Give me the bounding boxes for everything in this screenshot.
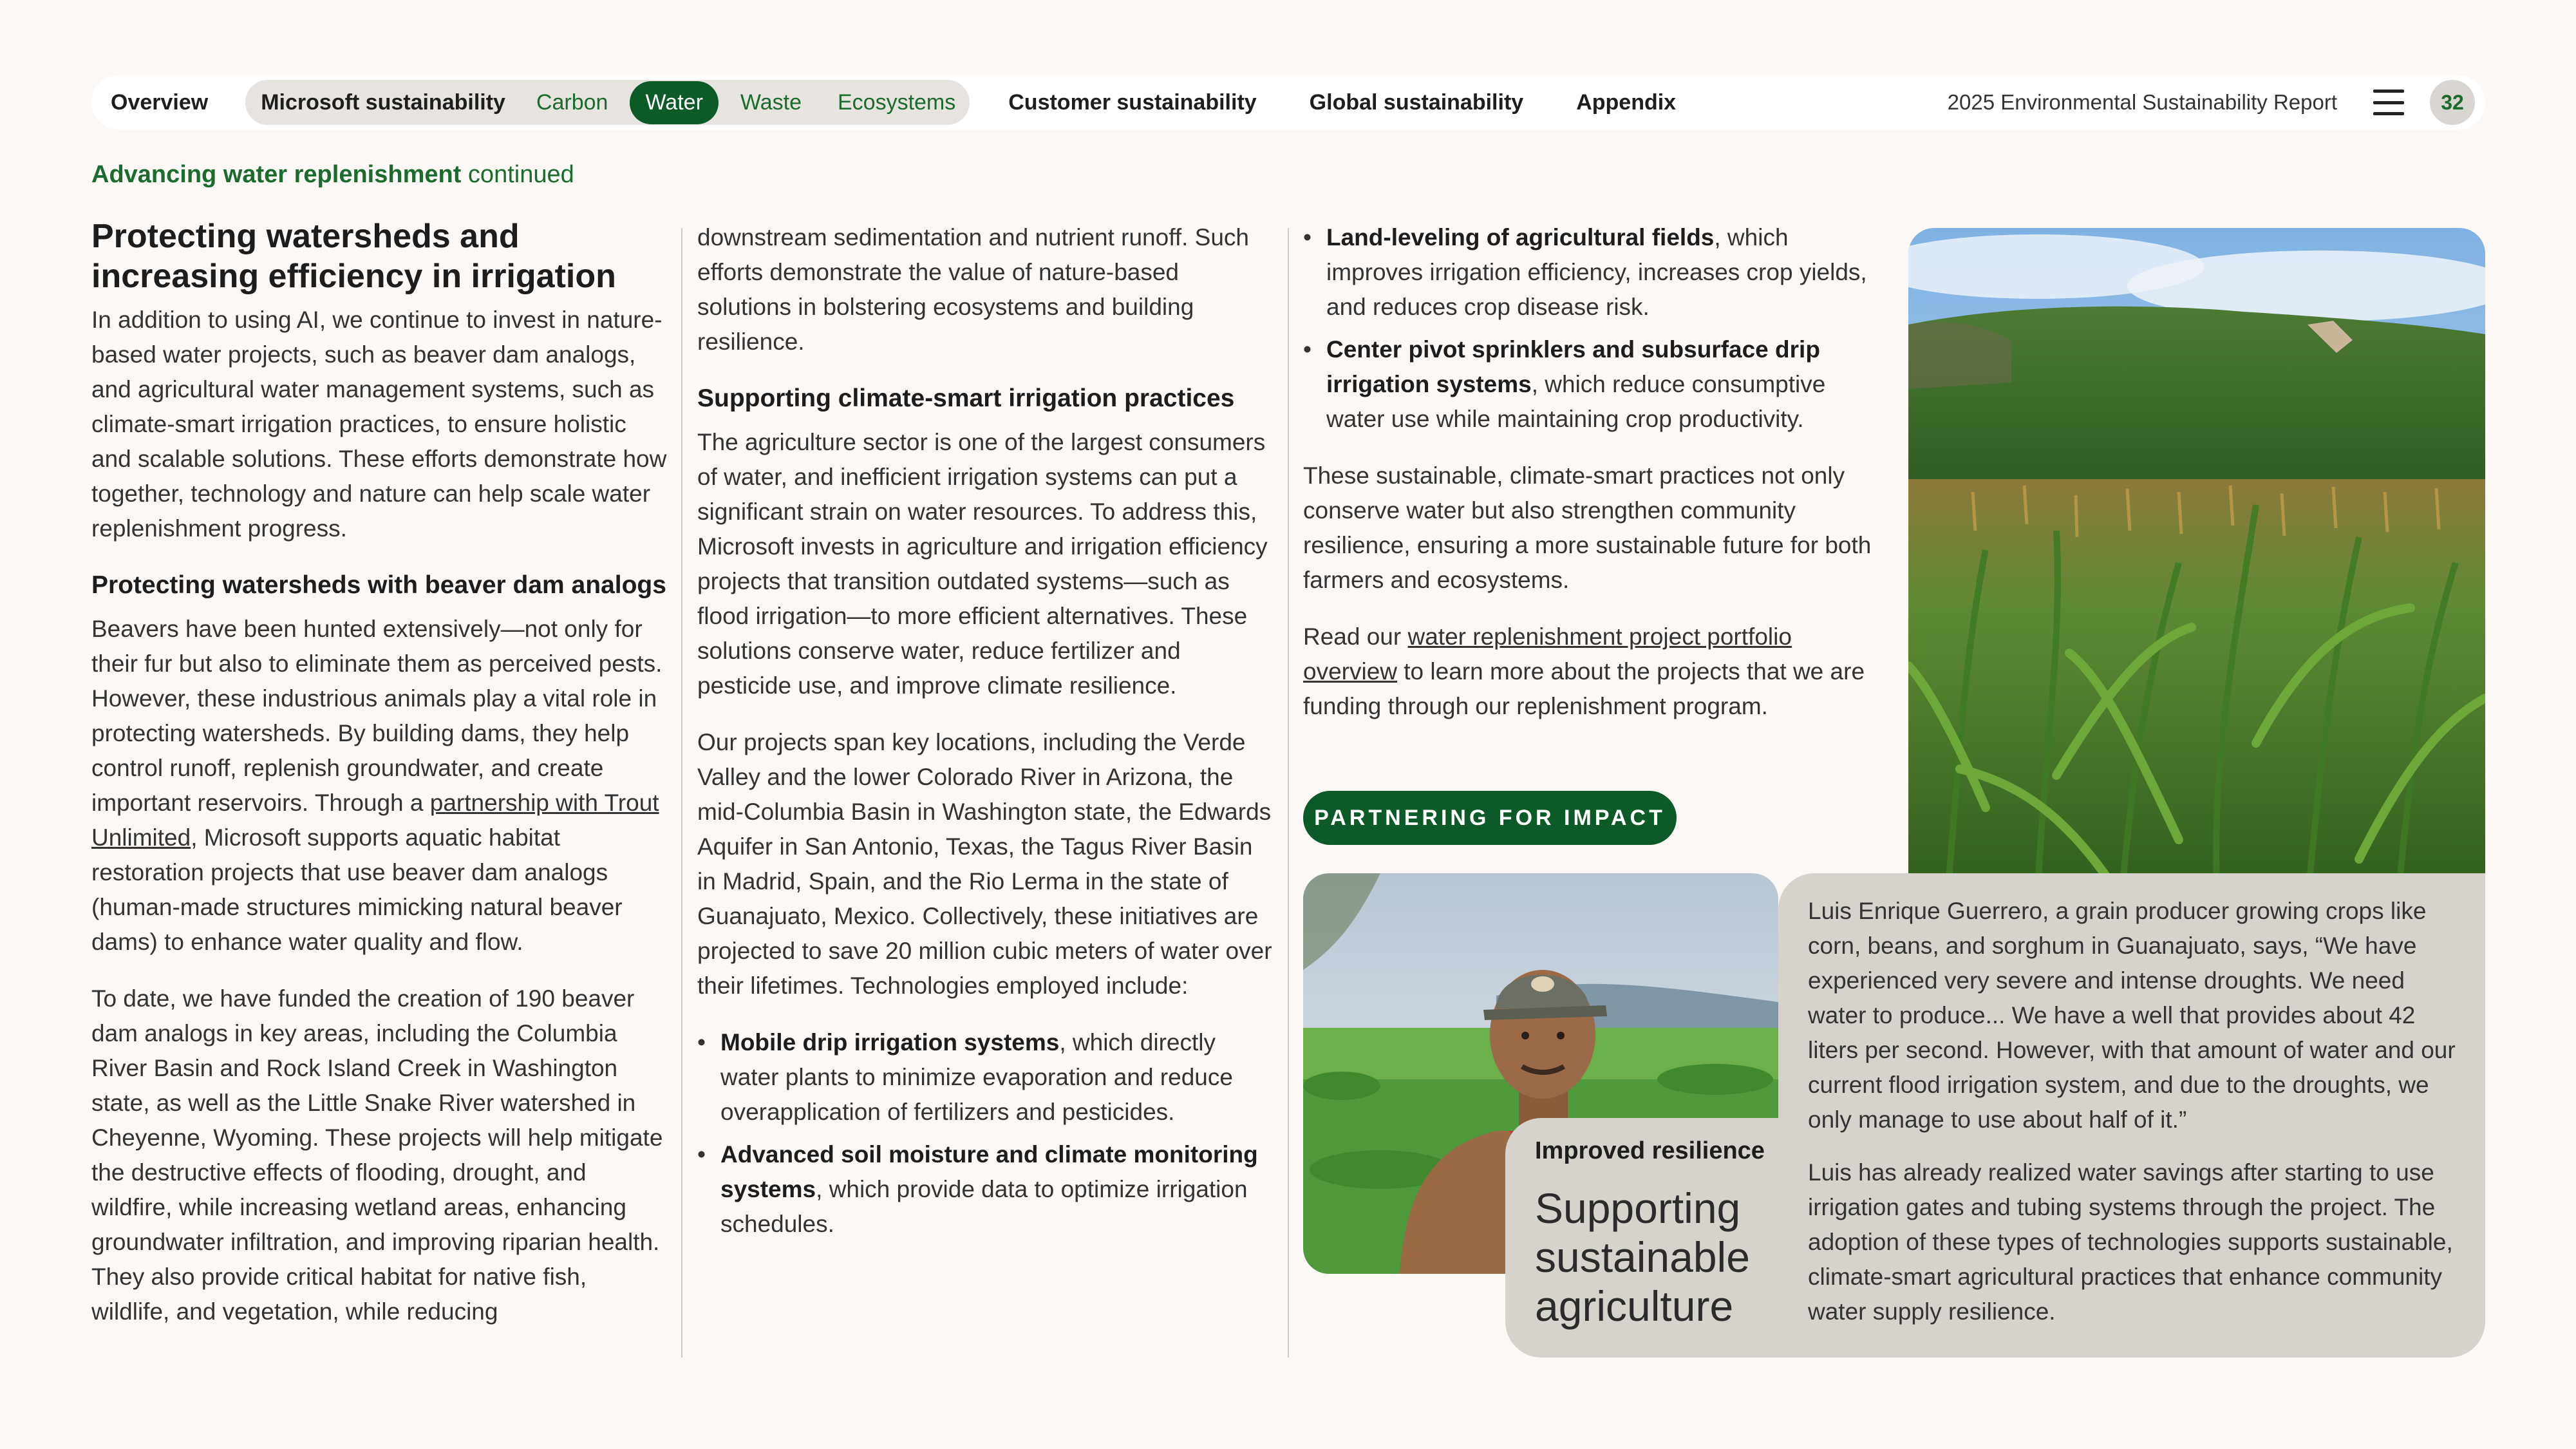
list-item: • Land-leveling of agricultural fields, which improves irrigation efficiency, increases crop yields, and reduces crop disease risk.: [1303, 220, 1883, 325]
report-title: 2025 Environmental Sustainability Report: [1947, 90, 2337, 114]
section-label-continued: continued: [461, 161, 574, 188]
page-number-badge: 32: [2430, 80, 2475, 125]
partnering-for-impact-badge: PARTNERING FOR IMPACT: [1303, 791, 1677, 845]
nav-microsoft-sustainability[interactable]: Microsoft sustainability: [261, 90, 505, 115]
practices-paragraph: These sustainable, climate-smart practices not only conserve water but also strengthen community resilience, ensuring a more sustainable future for both farmers and ecosystems.: [1303, 462, 1872, 593]
hamburger-menu-icon[interactable]: [2373, 90, 2404, 115]
farmer-quote: [1808, 894, 2465, 1347]
top-nav: [91, 75, 2485, 129]
list-item: • Center pivot sprinklers and subsurface drip irrigation systems, which reduce consumptive water use while maintaining crop productivity.: [1303, 332, 1883, 437]
quote-paragraph-2: Luis has already realized water savings after starting to use irrigation gates and tubing systems through the project. The adoption of these types of technologies supports sustainable, climate-smart agricultural practices that enhance community water supply resilience.: [1808, 1159, 2453, 1325]
column-2: [697, 220, 1277, 1249]
beaver-funding-paragraph: To date, we have funded the creation of 190 beaver dam analogs in key areas, including the Columbia River Basin and Rock Island Creek in Washington state, as well as the Little Snake River watershed in Cheyenne, Wyoming. These projects will help mitigate the destructive effects of flooding, drought, and wildfire, while increasing wetland areas, enhancing groundwater infiltration, and improving riparian health. They also provide critical habitat for native fish, wildlife, and vegetation, while reducing: [91, 985, 663, 1325]
column-1: [91, 216, 671, 1351]
card-title: Improved resilience: [1535, 1137, 1765, 1164]
beaver-paragraph: Beavers have been hunted extensively—not only for their fur but also to eliminate them as perceived pests. However, these industrious animals play a vital role in protecting watersheds. By building dams, they help control runoff, replenish groundwater, and create important reservoirs. Through a partnership with Trout Unlimited, Microsoft supports aquatic habitat restoration projects that use beaver dam analogs (human-made structures mimicking natural beaver dams) to enhance water quality and flow.: [91, 616, 663, 955]
column-3: [1303, 220, 1883, 746]
main-heading: Protecting watersheds and increasing efficiency in irrigation: [91, 218, 616, 295]
nav-appendix[interactable]: Appendix: [1576, 90, 1677, 115]
nav-microsoft-sustainability-group: [245, 80, 970, 125]
irrigation-subheading: Supporting climate-smart irrigation practices: [697, 384, 1235, 412]
trout-unlimited-link[interactable]: partnership with Trout Unlimited: [91, 790, 659, 851]
nav-customer-sustainability[interactable]: Customer sustainability: [1008, 90, 1257, 115]
portfolio-paragraph: Read our water replenishment project portfolio overview to learn more about the projects that we are funding through our replenishment program.: [1303, 623, 1865, 719]
locations-paragraph: Our projects span key locations, including the Verde Valley and the lower Colorado River in Arizona, the mid-Columbia Basin in Washington state, the Edwards Aquifer in San Antonio, Texas, the Tagus River Basin in Madrid, Spain, and the Rio Lerma in the state of Guanajuato, Mexico. Collectively, these initiatives are projected to save 20 million cubic meters of water over their lifetimes. Technologies employed include:: [697, 729, 1272, 999]
technologies-list-continued: [1303, 220, 1883, 437]
column-divider-1: [681, 228, 682, 1358]
section-label: [91, 161, 574, 189]
nav-carbon[interactable]: Carbon: [536, 90, 608, 115]
column-divider-2: [1288, 228, 1289, 1358]
agriculture-paragraph: The agriculture sector is one of the largest consumers of water, and inefficient irrigation systems can put a significant strain on water resources. To address this, Microsoft invests in agriculture and irrigation efficiency projects that transition outdated systems—such as flood irrigation—to more efficient alternatives. These solutions conserve water, reduce fertilizer and pesticide use, and improve climate resilience.: [697, 429, 1268, 699]
nav-global-sustainability[interactable]: Global sustainability: [1309, 90, 1524, 115]
technologies-list: [697, 1025, 1277, 1242]
card-headline-text: Supporting sustainable agriculture: [1535, 1184, 1750, 1330]
portfolio-overview-link[interactable]: water replenishment project portfolio overview: [1303, 623, 1792, 685]
intro-paragraph: In addition to using AI, we continue to invest in nature-based water projects, such as beaver dam analogs, and agricultural water management systems, such as climate-smart irrigation practices, to ensure holistic and scalable solutions. These efforts demonstrate how together, technology and nature can help scale water replenishment progress.: [91, 307, 667, 542]
nav-water-active[interactable]: Water: [630, 81, 718, 124]
nav-overview[interactable]: Overview: [111, 90, 209, 115]
quote-paragraph-1: Luis Enrique Guerrero, a grain producer growing crops like corn, beans, and sorghum in Guanajuato, says, “We have experienced very severe and intense droughts. We need water to produce... We have a well that provides about 42 liters per second. However, with that amount of water and our current flood irrigation system, and due to the droughts, we only manage to use about half of it.”: [1808, 898, 2456, 1133]
card-headline: [1535, 1184, 1780, 1331]
section-label-bold: Advancing water replenishment: [91, 161, 462, 188]
nav-waste[interactable]: Waste: [740, 90, 802, 115]
list-item: • Mobile drip irrigation systems, which directly water plants to minimize evaporation and reduce overapplication of fertilizers and pesticides.: [697, 1025, 1277, 1130]
list-item: • Advanced soil moisture and climate monitoring systems, which provide data to optimize irrigation schedules.: [697, 1137, 1277, 1242]
beaver-subheading: Protecting watersheds with beaver dam analogs: [91, 571, 666, 599]
nav-ecosystems[interactable]: Ecosystems: [837, 90, 956, 115]
sedimentation-paragraph: downstream sedimentation and nutrient runoff. Such efforts demonstrate the value of nature-based solutions in bolstering ecosystems and building resilience.: [697, 224, 1249, 355]
cornfield-photo: [1908, 228, 2485, 904]
